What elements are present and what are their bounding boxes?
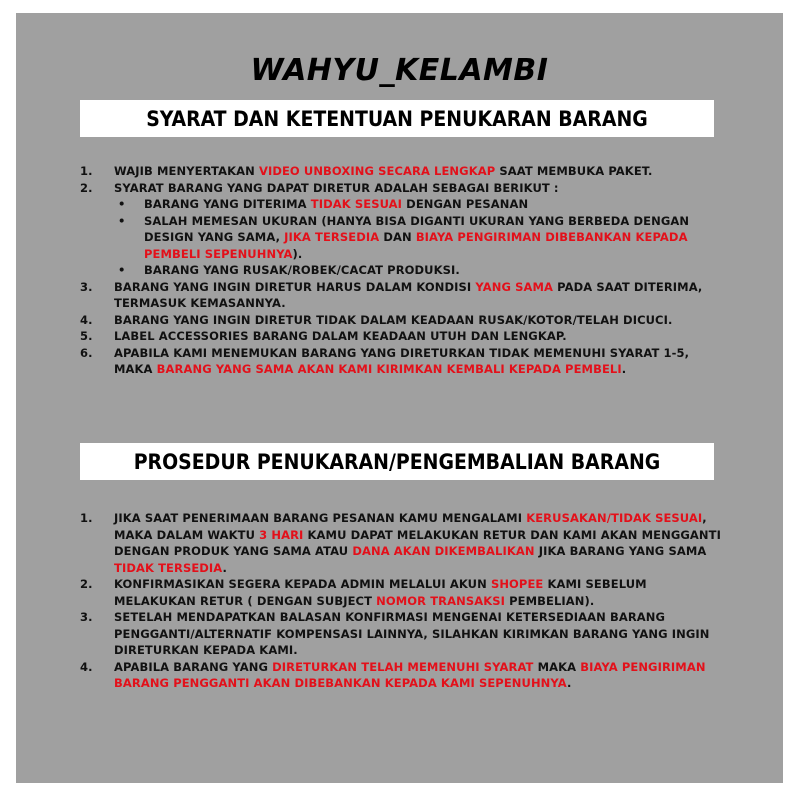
highlight-text: NOMOR TRANSAKSI: [376, 593, 505, 608]
list-item-text: [110, 609, 730, 659]
list-item: [80, 609, 730, 659]
body-text: BARANG YANG DITERIMA: [144, 197, 311, 211]
list-item-text: [110, 345, 730, 378]
body-text: KONFIRMASIKAN SEGERA KEPADA ADMIN MELALUI AKUN: [114, 577, 491, 591]
body-text: SALAH MEMESAN UKURAN (HANYA BISA DIGANTI UKURAN YANG BERBEDA DENGAN DESIGN YANG SAMA,: [144, 213, 690, 244]
highlight-text: DIRETURKAN TELAH MEMENUHI SYARAT: [272, 659, 534, 674]
list-item: [80, 180, 730, 279]
body-text: ).: [292, 246, 303, 261]
list-item-number: 4.: [80, 659, 93, 674]
list-item-text: [110, 312, 730, 329]
section-title-terms-text: SYARAT DAN KETENTUAN PENUKARAN BARANG: [146, 106, 648, 131]
list-item-number: 1.: [80, 511, 93, 525]
highlight-text: VIDEO UNBOXING SECARA LENGKAP: [258, 164, 496, 178]
highlight-text: BARANG YANG SAMA AKAN KAMI KIRIMKAN KEMBALI KEPADA PEMBELI: [156, 362, 622, 376]
sub-list-item: [110, 213, 730, 263]
list-item-number: 5.: [80, 329, 93, 343]
body-text: SETELAH MENDAPATKAN BALASAN KONFIRMASI MENGENAI KETERSEDIAAN BARANG PENGGANTI/ALTERNATIF KOMPENSASI LAINNYA, SILAHKAN KIRIMKAN BARANG YANG INGIN DIRETURKAN KEPADA KAMI.: [114, 610, 710, 657]
list-item-text: [110, 279, 730, 312]
list-item: [80, 659, 730, 692]
highlight-text: BIAYA PENGIRIMAN BARANG PENGGANTI AKAN DIBEBANKAN KEPADA KAMI SEPENUHNYA: [114, 659, 706, 690]
list-item: [80, 510, 730, 576]
terms-list: [80, 163, 730, 378]
list-item: [80, 163, 730, 180]
body-text: JIKA SAAT PENERIMAAN BARANG PESANAN KAMU MENGALAMI: [114, 511, 527, 525]
list-item-number: 2.: [80, 180, 93, 195]
body-text: BARANG YANG RUSAK/ROBEK/CACAT PRODUKSI.: [144, 263, 460, 277]
body-text: APABILA KAMI MENEMUKAN BARANG YANG DIRETURKAN TIDAK MEMENUHI SYARAT 1-5, MAKA: [114, 345, 690, 376]
body-text: DENGAN PESANAN: [402, 197, 529, 211]
highlight-text: DANA AKAN DIKEMBALIKAN: [352, 544, 535, 558]
body-text: WAJIB MENYERTAKAN: [114, 164, 259, 178]
sub-list-item: [110, 196, 730, 213]
highlight-text: 3 HARI: [259, 527, 304, 542]
highlight-text: JIKA TERSEDIA: [284, 230, 380, 244]
body-text: MAKA: [533, 659, 581, 674]
body-text: .: [621, 362, 627, 376]
highlight-text: TIDAK SESUAI: [310, 197, 403, 211]
list-item-number: 1.: [80, 164, 93, 178]
terms-panel: [16, 13, 783, 783]
sub-list-item-text: [140, 262, 730, 279]
highlight-text: YANG SAMA: [475, 279, 554, 294]
highlight-text: KERUSAKAN/TIDAK SESUAI: [526, 511, 703, 525]
list-item-number: 2.: [80, 577, 93, 591]
list-item-number: 6.: [80, 345, 93, 360]
list-item-text: [110, 163, 730, 180]
body-text: .: [222, 560, 227, 575]
brand-title: WAHYU_KELAMBI: [250, 53, 549, 88]
list-item: [80, 279, 730, 312]
sub-list-item: [110, 262, 730, 279]
body-text: PADA SAAT DITERIMA, TERMASUK KEMASANNYA.: [114, 279, 703, 310]
section-title-terms: [80, 100, 714, 137]
body-text: DAN: [379, 230, 416, 244]
body-text: SAAT MEMBUKA PAKET.: [495, 164, 653, 178]
list-item-number: 4.: [80, 312, 93, 327]
sub-list-item-text: [140, 196, 730, 213]
highlight-text: BIAYA PENGIRIMAN DIBEBANKAN KEPADA PEMBELI SEPENUHNYA: [144, 230, 688, 261]
procedure-list: [80, 510, 730, 692]
body-text: APABILA BARANG YANG: [114, 659, 273, 674]
bullet-icon: •: [118, 197, 126, 211]
list-item-text: [110, 180, 730, 197]
body-text: PEMBELIAN).: [505, 593, 595, 608]
body-text: BARANG YANG INGIN DIRETUR TIDAK DALAM KEADAAN RUSAK/KOTOR/TELAH DICUCI.: [114, 312, 673, 327]
body-text: , MAKA DALAM WAKTU: [114, 511, 707, 542]
bullet-icon: •: [118, 213, 126, 228]
body-text: LABEL ACCESSORIES BARANG DALAM KEADAAN UTUH DAN LENGKAP.: [114, 329, 567, 343]
body-text: KAMI SEBELUM MELAKUKAN RETUR ( DENGAN SUBJECT: [114, 577, 647, 608]
list-item-text: [110, 328, 730, 345]
body-text: KAMU DAPAT MELAKUKAN RETUR DAN KAMI AKAN MENGGANTI DENGAN PRODUK YANG SAMA ATAU: [114, 527, 721, 558]
sub-list: [110, 196, 730, 279]
highlight-text: SHOPEE: [490, 577, 544, 591]
list-item-text: [110, 510, 730, 576]
list-item: [80, 576, 730, 609]
body-text: SYARAT BARANG YANG DAPAT DIRETUR ADALAH SEBAGAI BERIKUT :: [114, 180, 559, 195]
sub-list-item-text: [140, 213, 730, 263]
body-text: .: [566, 676, 572, 690]
list-item-number: 3.: [80, 610, 93, 624]
body-text: JIKA BARANG YANG SAMA: [534, 544, 707, 558]
section-title-procedure: [80, 443, 714, 480]
highlight-text: TIDAK TERSEDIA: [114, 560, 223, 575]
list-item-text: [110, 576, 730, 609]
section-title-procedure-text: PROSEDUR PENUKARAN/PENGEMBALIAN BARANG: [133, 449, 661, 474]
list-item-text: [110, 659, 730, 692]
bullet-icon: •: [118, 263, 126, 277]
list-item-number: 3.: [80, 279, 93, 294]
body-text: BARANG YANG INGIN DIRETUR HARUS DALAM KONDISI: [114, 279, 476, 294]
list-item: [80, 312, 730, 329]
list-item: [80, 328, 730, 345]
list-item: [80, 345, 730, 378]
